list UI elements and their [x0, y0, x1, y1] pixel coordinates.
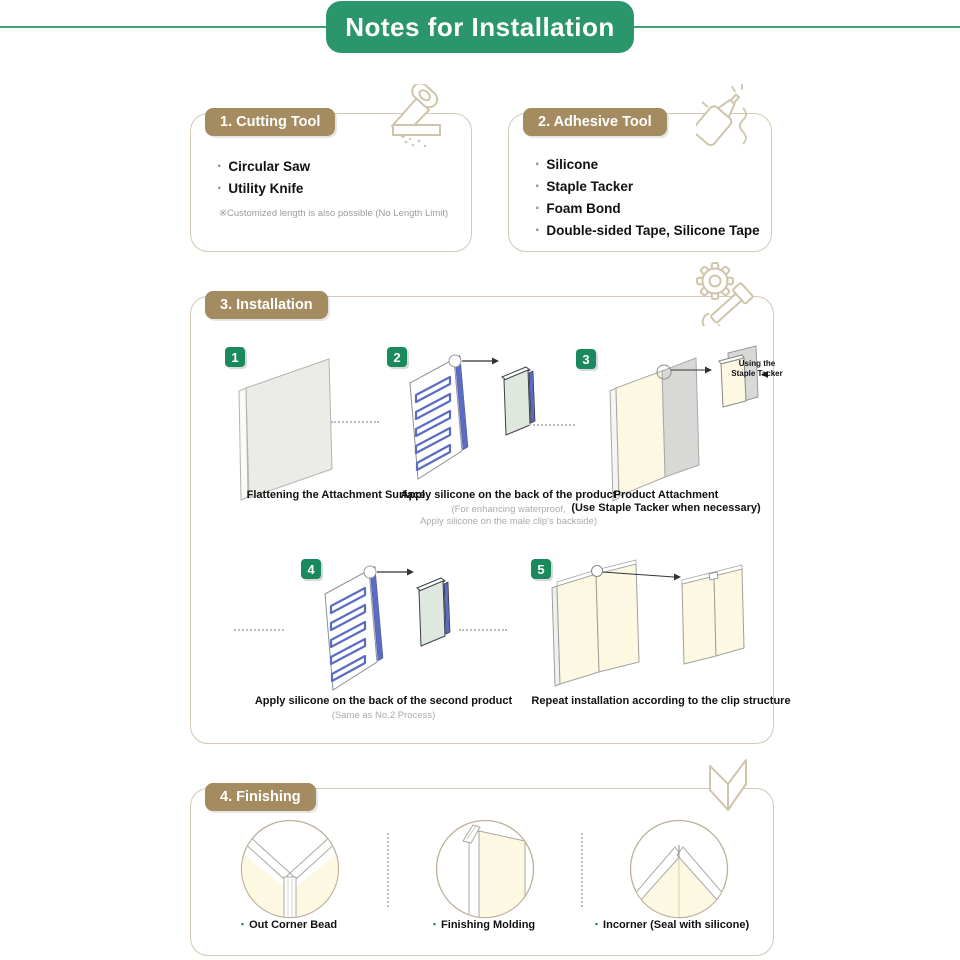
section-installation [190, 296, 791, 744]
out-corner-bead-diagram [238, 817, 342, 921]
glue-bottle-icon [696, 82, 760, 152]
gear-wrench-icon [690, 260, 756, 326]
saw-icon [376, 84, 450, 152]
dotted-separator [387, 833, 389, 907]
step-badge-1: 1 [225, 347, 245, 367]
step5-repeat-diagram [546, 558, 748, 698]
incorner-diagram [627, 817, 731, 921]
section-installation-label: 3. Installation [205, 291, 328, 319]
page-title-text: Notes for Installation [345, 11, 615, 42]
page-title [326, 1, 634, 53]
list-item: · Foam Bond [535, 200, 760, 218]
list-item: · Circular Saw [217, 158, 310, 176]
step4-caption: Apply silicone on the back of the second product (Same as No.2 Process) [254, 695, 513, 721]
finishing-caption-molding: ▪ Finishing Molding [403, 919, 565, 931]
step1-flat-surface-diagram [231, 351, 341, 501]
list-item: · Silicone [535, 156, 760, 174]
step2-silicone-diagram [396, 353, 541, 483]
dotted-separator [234, 629, 284, 631]
cutting-note: ※Customized length is also possible (No Length Limit) [219, 208, 449, 219]
finishing-caption-incorner: ▪ Incorner (Seal with silicone) [566, 919, 778, 931]
cutting-tool-list [217, 158, 310, 202]
section-finishing-label: 4. Finishing [205, 783, 316, 811]
step-badge-2: 2 [387, 347, 407, 367]
step-badge-4: 4 [301, 559, 321, 579]
dotted-separator [529, 424, 575, 426]
list-item: · Utility Knife [217, 180, 310, 198]
staple-tacker-annotation: Using the Staple Tacker [731, 359, 783, 378]
step2-caption: Apply silicone on the back of the product (For enhancing waterproof, Apply silicone on the male clip's backside) [400, 489, 617, 527]
list-item: · Double-sided Tape, Silicone Tape [535, 222, 760, 240]
step3-caption: Product Attachment (Use Staple Tacker when necessary) [571, 489, 761, 514]
step-badge-5: 5 [531, 559, 551, 579]
adhesive-tool-list [535, 156, 760, 244]
section-cutting-label: 1. Cutting Tool [205, 108, 335, 136]
section-finishing [190, 788, 774, 956]
dotted-separator [581, 833, 583, 907]
dotted-separator [331, 421, 379, 423]
step-badge-3: 3 [576, 349, 596, 369]
step1-caption: Flattening the Attachment Surface [246, 489, 426, 501]
list-item: · Staple Tacker [535, 178, 760, 196]
step4-silicone-diagram [311, 564, 456, 694]
finishing-caption-out-corner: ▪ Out Corner Bead [208, 919, 370, 931]
finishing-molding-diagram [433, 817, 537, 921]
section-adhesive-label: 2. Adhesive Tool [523, 108, 667, 136]
corner-bead-icon [702, 754, 758, 816]
step5-caption: Repeat installation according to the clip structure [531, 695, 791, 707]
dotted-separator [459, 629, 507, 631]
